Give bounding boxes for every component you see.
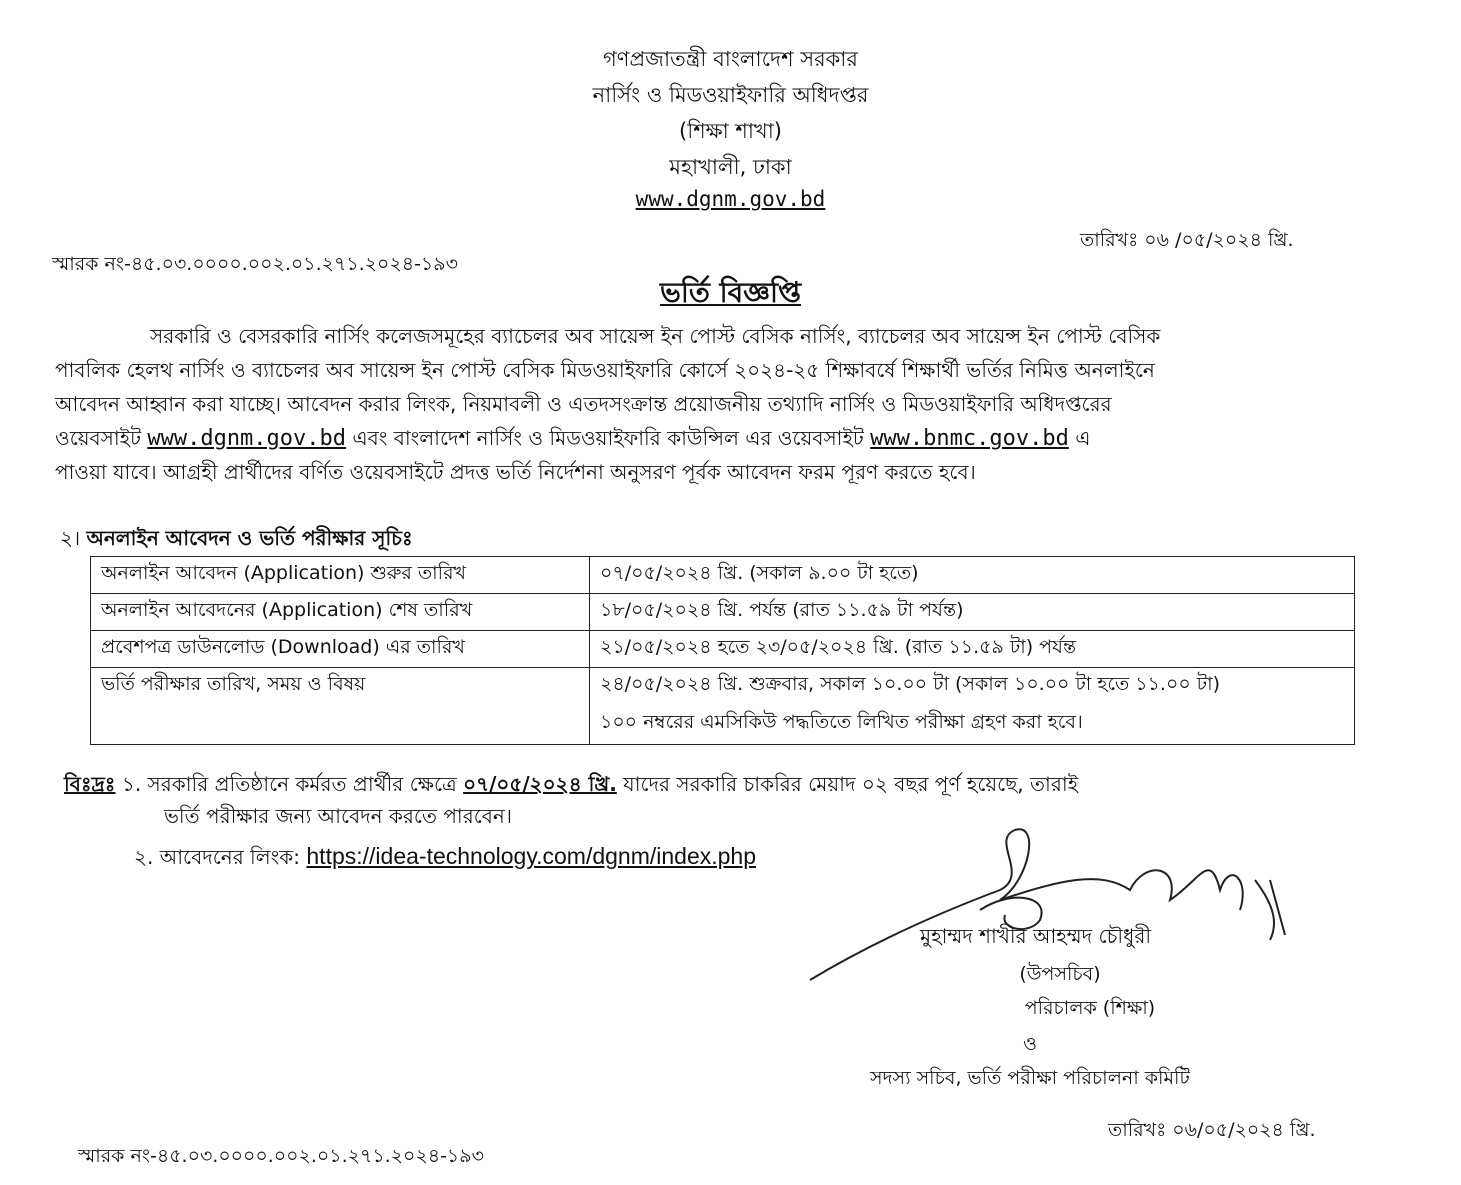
- schedule-value: ২১/০৫/২০২৪ হতে ২৩/০৫/২০২৪ খ্রি. (রাত ১১.৫৯ টা) পর্যন্ত: [590, 631, 1355, 668]
- branch-name: (শিক্ষা শাখা): [679, 119, 782, 143]
- schedule-value: ১৮/০৫/২০২৪ খ্রি. পর্যন্ত (রাত ১১.৫৯ টা পর্যন্ত): [590, 594, 1355, 631]
- table-row: [91, 631, 1355, 668]
- schedule-value: ০৭/০৫/২০২৪ খ্রি. (সকাল ৯.০০ টা হতে): [590, 557, 1355, 594]
- signer-name: মুহাম্মদ শাখীর আহম্মদ চৌধুরী: [920, 924, 1152, 948]
- intro-line-3: আবেদন আহ্বান করা যাচ্ছে। আবেদন করার লিংক, নিয়মাবলী ও এতদসংক্রান্ত প্রয়োজনীয় তথ্যাদি নার্সিং ও মিডওয়াইফারি অধিদপ্তরের: [55, 392, 1112, 416]
- note-2: ২. আবেদনের লিংক: https://idea-technology.com/dgnm/index.php: [134, 843, 757, 869]
- intro-line-1: সরকারি ও বেসরকারি নার্সিং কলেজসমূহের ব্যাচেলর অব সায়েন্স ইন পোস্ট বেসিক নার্সিং, ব্যাচেলর অব সায়েন্স ইন পোস্ট বেসিক: [150, 324, 1161, 348]
- notice-title: ভর্তি বিজ্ঞপ্তি: [659, 276, 802, 309]
- table-row: [91, 557, 1355, 594]
- table-row: [91, 594, 1355, 631]
- schedule-heading: ২। অনলাইন আবেদন ও ভর্তি পরীক্ষার সূচিঃ: [60, 526, 413, 550]
- memo-date: তারিখঃ ০৬ /০৫/২০২৪ খ্রি.: [1080, 229, 1294, 251]
- schedule-label: অনলাইন আবেদন (Application) শুরুর তারিখ: [91, 557, 590, 594]
- location: মহাখালী, ঢাকা: [669, 155, 792, 179]
- signer-role: পরিচালক (শিক্ষা): [1024, 997, 1156, 1019]
- schedule-label: প্রবেশপত্র ডাউনলোড (Download) এর তারিখ: [91, 631, 590, 668]
- intro-line-2: পাবলিক হেলথ নার্সিং ও ব্যাচেলর অব সায়েন্স ইন পোস্ট বেসিক মিডওয়াইফারি কোর্সে ২০২৪-২৫ শিক্ষাবর্ষে শিক্ষার্থী ভর্তির নিমিত্ত অনলাইনে: [55, 358, 1155, 382]
- table-row: [91, 668, 1355, 745]
- schedule-label: ভর্তি পরীক্ষার তারিখ, সময় ও বিষয়: [91, 668, 590, 745]
- signer-rank: (উপসচিব): [1019, 963, 1101, 985]
- schedule-heading-text: অনলাইন আবেদন ও ভর্তি পরীক্ষার সূচিঃ: [86, 526, 413, 550]
- exam-time: ২৪/০৫/২০২৪ খ্রি. শুক্রবার, সকাল ১০.০০ টা (সকাল ১০.০০ টা হতে ১১.০০ টা): [600, 673, 1220, 695]
- intro-line-5: পাওয়া যাবে। আগ্রহী প্রার্থীদের বর্ণিত ওয়েবসাইটে প্রদত্ত ভর্তি নির্দেশনা অনুসরণ পূর্বক আবেদন ফরম পূরণ করতে হবে।: [55, 460, 976, 484]
- memo-ref: স্মারক নং-৪৫.০৩.০০০০.০০২.০১.২৭১.২০২৪-১৯৩: [52, 253, 458, 275]
- note-1: বিঃদ্রঃ ১. সরকারি প্রতিষ্ঠানে কর্মরত প্রার্থীর ক্ষেত্রে ০৭/০৫/২০২৪ খ্রি. যাদের সরকারি চাকরির মেয়াদ ০২ বছর পূর্ণ হয়েছে, তারাই: [64, 772, 1079, 796]
- schedule-label: অনলাইন আবেদনের (Application) শেষ তারিখ: [91, 594, 590, 631]
- schedule-value-multi: [590, 668, 1355, 745]
- note-1-line-2: ভর্তি পরীক্ষার জন্য আবেদন করতে পারবেন।: [164, 804, 512, 828]
- footer-date: তারিখঃ ০৬/০৫/২০২৪ খ্রি.: [1108, 1119, 1316, 1141]
- note-1-date: ০৭/০৫/২০২৪ খ্রি.: [463, 772, 617, 796]
- exam-subject: ১০০ নম্বরের এমসিকিউ পদ্ধতিতে লিখিত পরীক্ষা গ্রহণ করা হবে।: [600, 711, 1083, 733]
- dgnm-link[interactable]: www.dgnm.gov.bd: [147, 426, 347, 451]
- application-link[interactable]: https://idea-technology.com/dgnm/index.php: [306, 843, 757, 869]
- intro-line-4: ওয়েবসাইট www.dgnm.gov.bd এবং বাংলাদেশ নার্সিং ও মিডওয়াইফারি কাউন্সিল এর ওয়েবসাইট www.bnmc.gov.bd এ: [55, 426, 1091, 451]
- header-website-link[interactable]: www.dgnm.gov.bd: [635, 187, 826, 211]
- signer-committee: সদস্য সচিব, ভর্তি পরীক্ষা পরিচালনা কমিটি: [870, 1067, 1190, 1089]
- department-name: নার্সিং ও মিডওয়াইফারি অধিদপ্তর: [592, 83, 869, 107]
- gov-name: গণপ্রজাতন্ত্রী বাংলাদেশ সরকার: [603, 47, 858, 71]
- schedule-table: [90, 556, 1355, 745]
- footer-ref: স্মারক নং-৪৫.০৩.০০০০.০০২.০১.২৭১.২০২৪-১৯৩: [78, 1145, 484, 1167]
- signer-and: ও: [1023, 1033, 1037, 1055]
- note-label: বিঃদ্রঃ: [64, 772, 116, 796]
- bnmc-link[interactable]: www.bnmc.gov.bd: [870, 426, 1069, 451]
